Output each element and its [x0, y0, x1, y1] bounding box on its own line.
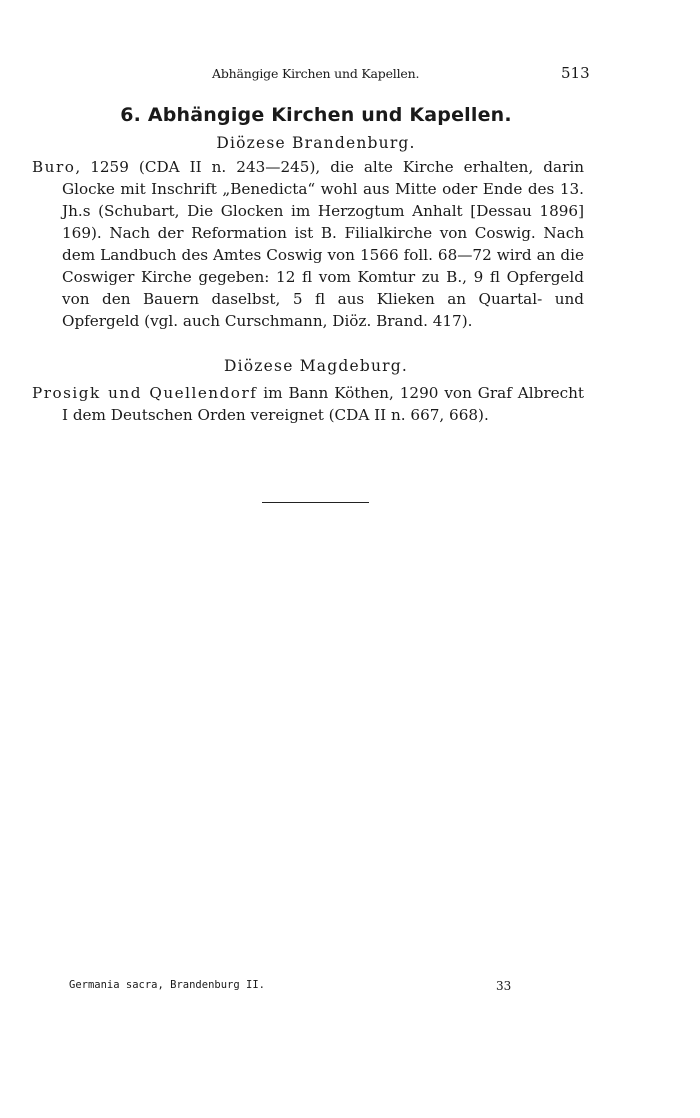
entry-text: , 1259 (CDA II n. 243—245), die alte Kirche erhalten, darin Glocke mit Inschrift „Benedicta“ wohl aus Mitte oder Ende des 13. Jh.s (Schubart, Die Glocken im Herzogtum Anhalt [Dessau 1896] 169). Nach der Reformation ist B. Filialkirche von Coswig. Nach dem Landbuch des Amtes Coswig von 1566 foll. 68—72 wird an die Coswiger Kirche gegeben: 12 fl vom Komtur zu B., 9 fl Opfergeld von den Bauern daselbst, 5 fl aus Klieken an Quartal- und Opfergeld (vgl. auch Curschmann, Diöz. Brand. 417).	[62, 158, 584, 330]
entry-lead: Buro	[32, 158, 76, 176]
entry-buro	[32, 156, 584, 332]
section-title: 6. Abhängige Kirchen und Kapellen.	[120, 104, 512, 126]
footer-signature: Germania sacra, Brandenburg II.	[69, 979, 265, 991]
footer-sheet-number: 33	[496, 979, 512, 993]
page-number: 513	[561, 64, 590, 82]
entry-text: im Bann Köthen, 1290 von Graf Albrecht I dem Deutschen Orden vereignet (CDA II n. 667, 668).	[62, 384, 584, 424]
entry-prosigk	[32, 382, 584, 426]
section-end-rule	[262, 502, 369, 503]
diocese-heading-magdeburg: Diözese Magdeburg.	[223, 357, 408, 375]
running-title: Abhängige Kirchen und Kapellen.	[212, 66, 420, 81]
entry-lead: Prosigk und Quellendorf	[32, 384, 258, 402]
diocese-heading-brandenburg: Diözese Brandenburg.	[216, 134, 416, 152]
running-head	[0, 64, 700, 84]
